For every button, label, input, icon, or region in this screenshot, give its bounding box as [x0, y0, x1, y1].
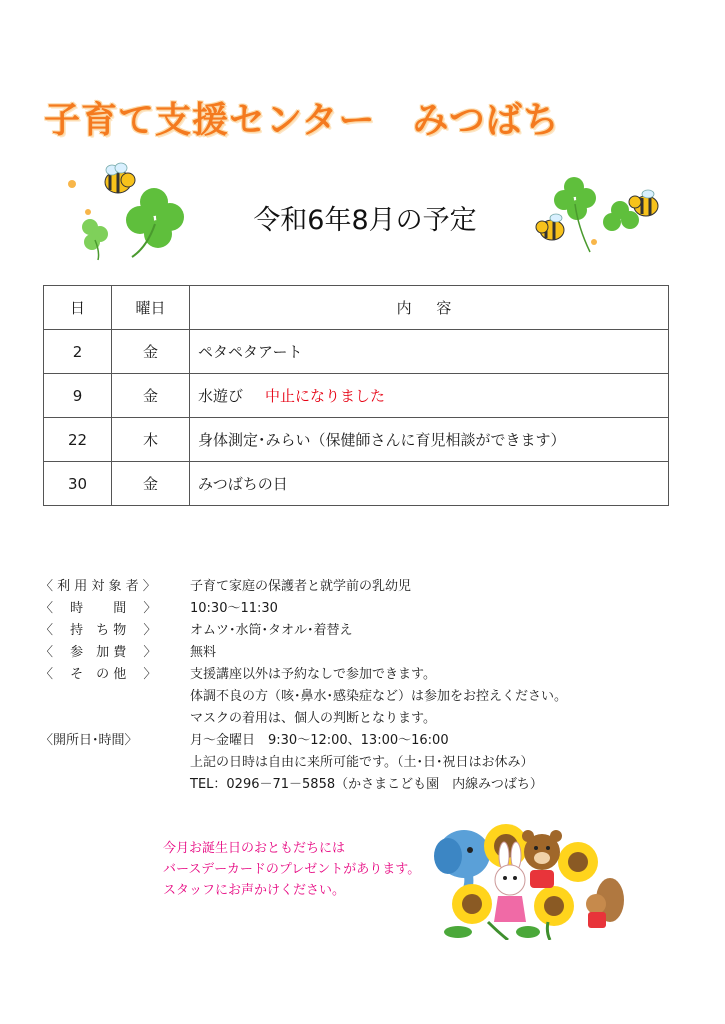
info-label: 〈 参 加 費 〉	[40, 645, 157, 660]
clover-icon	[126, 188, 184, 257]
info-value: TEL：0296－71－5858（かさまこども園 内線みつばち）	[190, 777, 543, 792]
info-value: オムツ･水筒･タオル･着替え	[190, 623, 353, 638]
message-line: スタッフにお声かけください。	[163, 883, 346, 898]
info-fee	[40, 642, 680, 664]
event-label: ペタペタアート	[198, 343, 303, 361]
header-content: 内 容	[190, 286, 669, 330]
cell-day: 30	[44, 462, 112, 506]
bee-icon	[536, 214, 564, 240]
cell-content	[190, 462, 669, 506]
info-items	[40, 620, 680, 642]
birthday-message	[163, 838, 420, 901]
info-value: 月～金曜日 9:30～12:00、13:00～16:00	[190, 733, 449, 748]
animals-sunflower-illustration	[428, 812, 628, 940]
info-value: 10:30～11:30	[190, 601, 278, 616]
cell-day: 9	[44, 374, 112, 418]
info-label: 〈 利 用 対 象 者 〉	[40, 579, 156, 594]
info-label: 〈 時 間 〉	[40, 601, 157, 616]
cell-weekday: 木	[112, 418, 190, 462]
event-label: 水遊び	[198, 387, 244, 405]
cell-content	[190, 418, 669, 462]
cell-weekday: 金	[112, 330, 190, 374]
cancel-notice: 中止になりました	[265, 387, 386, 405]
clover-bee-right-illustration	[530, 172, 670, 260]
info-value: マスクの着用は、個人の判断となります。	[190, 711, 436, 726]
table-row	[44, 330, 669, 374]
info-value: 体調不良の方（咳･鼻水･感染症など）は参加をお控えください。	[190, 689, 568, 704]
table-row	[44, 374, 669, 418]
info-value: 子育て家庭の保護者と就学前の乳幼児	[190, 579, 412, 594]
info-value: 無料	[190, 645, 217, 660]
message-line: バースデーカードのプレゼントがあります。	[163, 862, 421, 877]
info-label: 〈 持 ち 物 〉	[40, 623, 157, 638]
info-other	[40, 664, 680, 730]
header-day: 日	[44, 286, 112, 330]
squirrel-icon	[586, 878, 624, 928]
bee-icon	[105, 163, 135, 193]
schedule-table	[43, 285, 669, 506]
info-value: 支援講座以外は予約なしで参加できます。	[190, 667, 436, 682]
info-time	[40, 598, 680, 620]
event-label: みつばちの日	[198, 475, 288, 493]
message-line: 今月お誕生日のおともだちには	[163, 841, 346, 856]
info-label: 〈開所日･時間〉	[40, 733, 138, 748]
event-label: 身体測定･みらい（保健師さんに育児相談ができます）	[198, 431, 566, 449]
page-title: 子育て支援センター みつばち	[44, 100, 560, 141]
info-section	[40, 576, 680, 796]
cell-content	[190, 374, 669, 418]
info-value: 上記の日時は自由に来所可能です。（土･日･祝日はお休み）	[190, 755, 534, 770]
bear-icon	[522, 830, 562, 888]
clover-bee-left-illustration	[62, 162, 197, 262]
cell-weekday: 金	[112, 462, 190, 506]
schedule-subtitle: 令和6年8月の予定	[253, 205, 477, 236]
info-target	[40, 576, 680, 598]
table-row	[44, 462, 669, 506]
cell-weekday: 金	[112, 374, 190, 418]
header-weekday: 曜日	[112, 286, 190, 330]
cell-content	[190, 330, 669, 374]
info-label: 〈 そ の 他 〉	[40, 667, 157, 682]
cell-day: 2	[44, 330, 112, 374]
cell-day: 22	[44, 418, 112, 462]
table-header-row	[44, 286, 669, 330]
table-row	[44, 418, 669, 462]
info-open	[40, 730, 680, 796]
